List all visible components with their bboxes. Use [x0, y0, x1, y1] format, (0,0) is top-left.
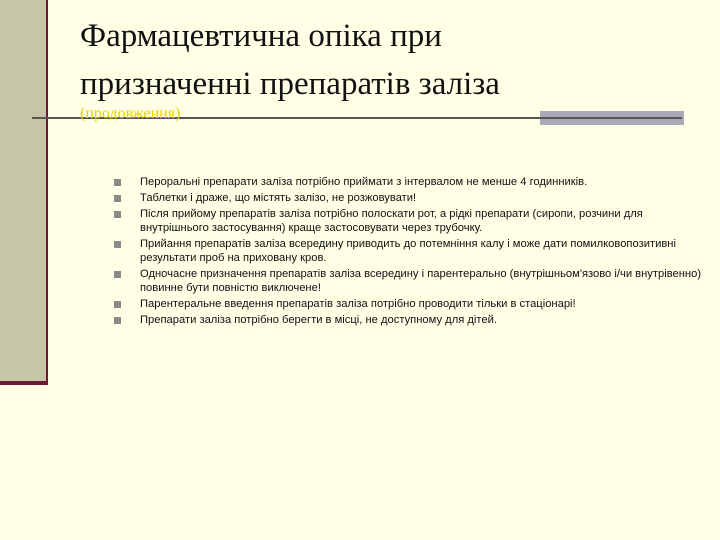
square-bullet-icon: [114, 195, 121, 202]
slide-title: [80, 12, 680, 108]
bullet-item: [112, 268, 708, 295]
square-bullet-icon: [114, 317, 121, 324]
bullet-text: Пероральні препарати заліза потрібно приймати з інтервалом не менше 4 годинників.: [140, 176, 588, 188]
bullet-item: [112, 298, 708, 312]
side-bar: [0, 0, 48, 382]
bullet-text: Після прийому препаратів заліза потрібно полоскати рот, а рідкі препарати (сиропи, розчини для внутрішнього застосування) краще застосовувати через трубочку.: [140, 208, 643, 234]
title-line-1: Фармацевтична опіка при: [80, 18, 442, 54]
bullet-text: Таблетки і драже, що містять залізо, не розжовувати!: [140, 192, 417, 205]
side-bar-accent: [0, 381, 48, 385]
square-bullet-icon: [114, 301, 121, 308]
bullet-item: [112, 192, 708, 206]
title-line-2: призначенні препаратів заліза: [80, 66, 500, 102]
bullet-item: [112, 208, 708, 235]
bullet-text: Препарати заліза потрібно берегти в місці, не доступному для дітей.: [140, 313, 497, 326]
square-bullet-icon: [114, 271, 121, 278]
bullet-text: Одночасне призначення препаратів заліза всередину і парентерально (внутрішньом'язово і/чи внутрівенно) повинне бути повністю виключене!: [140, 267, 702, 294]
bullet-text: Прийання препаратів заліза всередину приводить до потемніння калу і може дати помилковопозитивні результати проб на приховану кров.: [140, 238, 676, 264]
bullet-text: Парентеральне введення препаратів заліза потрібно проводити тільки в стаціонарі!: [140, 297, 576, 310]
square-bullet-icon: [114, 241, 121, 248]
bullet-item: [112, 176, 708, 190]
bullet-list: [112, 176, 708, 330]
square-bullet-icon: [114, 179, 121, 186]
bullet-item: [112, 238, 708, 265]
square-bullet-icon: [114, 211, 121, 218]
slide-subtitle: (продовження): [80, 105, 181, 122]
bullet-item: [112, 314, 708, 328]
